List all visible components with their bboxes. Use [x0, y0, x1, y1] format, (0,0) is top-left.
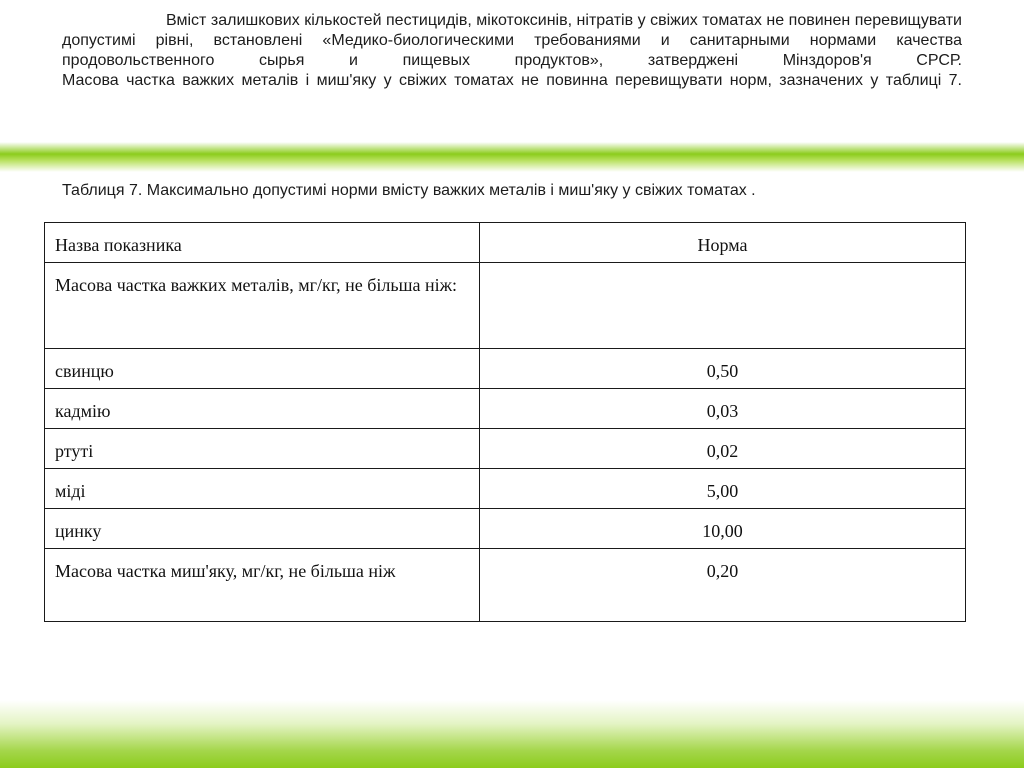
intro-paragraph-1: Вміст залишкових кількостей пестицидів, мікотоксинів, нітратів у свіжих томатах не повинен перевищувати допустимі рівні, встановлені «Медико-биологическими требованиями и санитарными нормами качества продовольственного сырья и пищевых продуктов», затверджені Мінздоров'я СРСР. [62, 12, 962, 69]
row-norm-cell: 0,02 [480, 429, 966, 469]
row-name-cell: ртуті [45, 429, 480, 469]
intro-paragraph-2: Масова частка важких металів і миш'яку у свіжих томатах не повинна перевищувати норм, зазначених у таблиці 7. [62, 72, 962, 89]
row-name-cell: кадмію [45, 389, 480, 429]
norms-table [44, 222, 966, 622]
table-row [45, 429, 966, 469]
row-name-cell: Масова частка миш'яку, мг/кг, не більша ніж [45, 549, 480, 622]
row-norm-cell: 5,00 [480, 469, 966, 509]
table-row [45, 389, 966, 429]
row-norm-cell: 0,50 [480, 349, 966, 389]
table-caption: Таблиця 7. Максимально допустимі норми вмісту важких металів і миш'яку у свіжих томатах . [62, 182, 756, 199]
table-row [45, 469, 966, 509]
table-row [45, 349, 966, 389]
row-norm-cell: 0,03 [480, 389, 966, 429]
top-green-band [0, 142, 1024, 172]
table-row [45, 509, 966, 549]
row-norm-cell: 10,00 [480, 509, 966, 549]
row-name-cell: Масова частка важких металів, мг/кг, не більша ніж: [45, 263, 480, 349]
intro-text [62, 11, 962, 91]
row-name-cell: цинку [45, 509, 480, 549]
table-row [45, 549, 966, 622]
table-header-row [45, 223, 966, 263]
row-norm-cell: 0,20 [480, 549, 966, 622]
header-cell-name: Назва показника [45, 223, 480, 263]
row-name-cell: міді [45, 469, 480, 509]
table-row [45, 263, 966, 349]
row-norm-cell [480, 263, 966, 349]
header-cell-norm: Норма [480, 223, 966, 263]
row-name-cell: свинцю [45, 349, 480, 389]
bottom-green-band [0, 700, 1024, 768]
